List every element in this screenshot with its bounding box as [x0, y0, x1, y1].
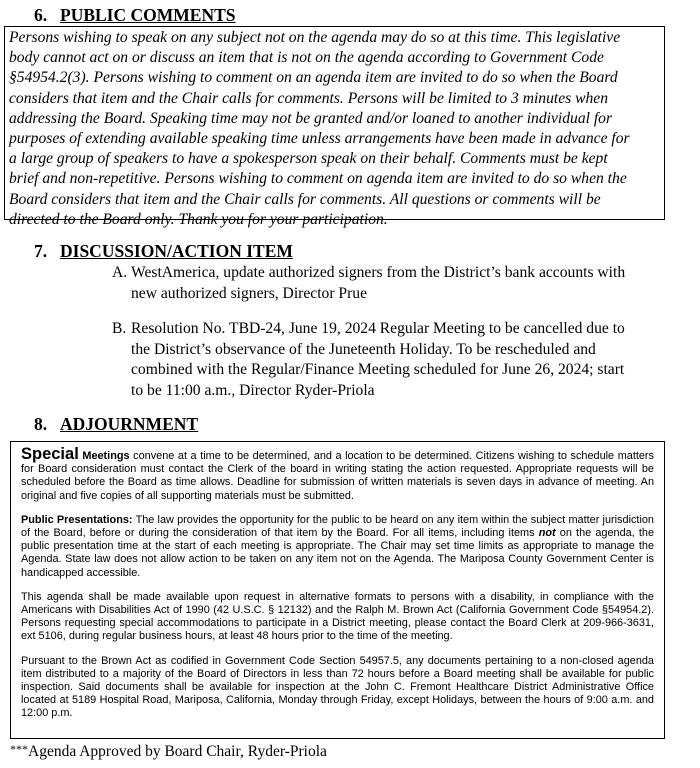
section-7-heading	[34, 241, 293, 262]
special-meetings-paragraph	[21, 445, 654, 503]
asterisks: ***	[10, 742, 28, 756]
public-comments-line: brief and non-repetitive. Persons wishing to comment on agenda item are invited to do so when the	[9, 170, 627, 188]
agenda-item-a	[112, 263, 672, 304]
public-comments-line: directed to the Board only. Thank you for your participation.	[9, 210, 388, 228]
public-presentations-paragraph	[21, 514, 654, 580]
public-comments-line: considers that item and the Chair calls for comments. Persons will be limited to 3 minutes when	[9, 89, 609, 107]
section-8-title: ADJOURNMENT	[60, 414, 199, 434]
item-text: Resolution No. TBD-24, June 19, 2024 Regular Meeting to be cancelled due to	[131, 320, 625, 337]
item-text: new authorized signers, Director Prue	[131, 284, 367, 302]
item-text: combined with the Regular/Finance Meeting scheduled for June 26, 2024; start	[131, 361, 625, 378]
brown-act-paragraph: Pursuant to the Brown Act as codified in Government Code Section 54957.5, any documents pertaining to a non-closed agenda item distributed to a majority of the Board of Directors in less than 72 hours before a Board meeting shall be available for public inspection. Said documents shall be available for inspection at the John C. Fremont Healthcare District Administrative Office located at 5189 Hospital Road, Mariposa, California, Monday through Friday, except Holidays, between the hours of 9:00 a.m. and 12:00 p.m.	[21, 654, 654, 720]
public-comments-box	[4, 26, 665, 228]
public-comments-line: addressing the Board. Speaking time may not be granted and/or loaned to another individual for	[9, 109, 613, 127]
public-comments-line: Persons wishing to speak on any subject not on the agenda may do so at this time. This legislative	[9, 29, 621, 46]
public-presentations-label: Public Presentations:	[21, 513, 133, 526]
section-7-number: 7.	[34, 241, 48, 261]
emphasis-not: not	[538, 527, 556, 540]
section-6-title: PUBLIC COMMENTS	[60, 5, 236, 25]
item-letter: A.	[112, 264, 128, 281]
public-presentations-text: The law provides the opportunity for the public to be heard on any item within the subject matter jurisdiction of the Board, before or during the consideration of that item by the Board. For all items, including items	[21, 513, 654, 540]
special-meetings-text: convene at a time to be determined, and a location to be determined. Citizens wishing to schedule matters for Board consideration must contact the Clerk of the board in writing stating the action requested. Appropriate requests will be scheduled before the Board as time allows. Deadline for submission of written materials is seven days in advance of meeting. An original and five copies of all supporting materials must be submitted.	[21, 450, 654, 502]
section-8-number: 8.	[34, 414, 48, 434]
meetings-label: Meetings	[82, 450, 130, 462]
section-6-number: 6.	[34, 5, 48, 25]
approval-footer	[10, 742, 327, 761]
public-comments-line: purposes of extending available speaking time unless arrangements have been made in advance for	[9, 130, 630, 148]
section-8-heading	[34, 414, 198, 435]
item-text: the District’s observance of the Juneteenth Holiday. To be rescheduled and	[131, 340, 596, 358]
public-comments-line: Board considers that item and the Chair calls for comments. All questions or comments will be	[9, 190, 601, 208]
item-letter: B.	[112, 320, 127, 337]
public-comments-line: a large group of speakers to have a spokesperson speak on their behalf. Comments must be kept	[9, 150, 608, 168]
public-comments-line: body cannot act on or discuss an item that is not on the agenda according to Government Code	[9, 49, 604, 67]
item-text: WestAmerica, update authorized signers from the District’s bank accounts with	[131, 264, 626, 281]
section-7-title: DISCUSSION/ACTION ITEM	[60, 241, 293, 261]
special-label: Special	[21, 445, 79, 463]
approval-text: Agenda Approved by Board Chair, Ryder-Priola	[28, 743, 327, 760]
public-comments-line: §54954.2(3). Persons wishing to comment on an agenda item are invited to do so when the Board	[9, 69, 618, 87]
section-6-heading	[34, 5, 236, 26]
public-presentations-text-continued: on the agenda, the public presentation time at the start of each meeting is appropriate. The Chair may set time limits as appropriate to manage the Agenda. State law does not allow action to be taken on any item not on the Agenda. The Mariposa County Government Center is handicapped accessible.	[21, 527, 654, 579]
agenda-item-b	[112, 319, 672, 401]
meeting-notice-box	[10, 441, 665, 739]
item-text: to be 11:00 a.m., Director Ryder-Priola	[131, 381, 375, 399]
ada-paragraph: This agenda shall be made available upon request in alternative formats to persons with a disability, in compliance with the Americans with Disabilities Act of 1990 (42 U.S.C. § 12132) and the Ralph M. Brown Act (California Government Code §54954.2). Persons requesting special accommodations to participate in a District meeting, please contact the Board Clerk at 209-966-3631, ext 5106, during regular business hours, at least 48 hours prior to the time of the meeting.	[21, 590, 654, 643]
